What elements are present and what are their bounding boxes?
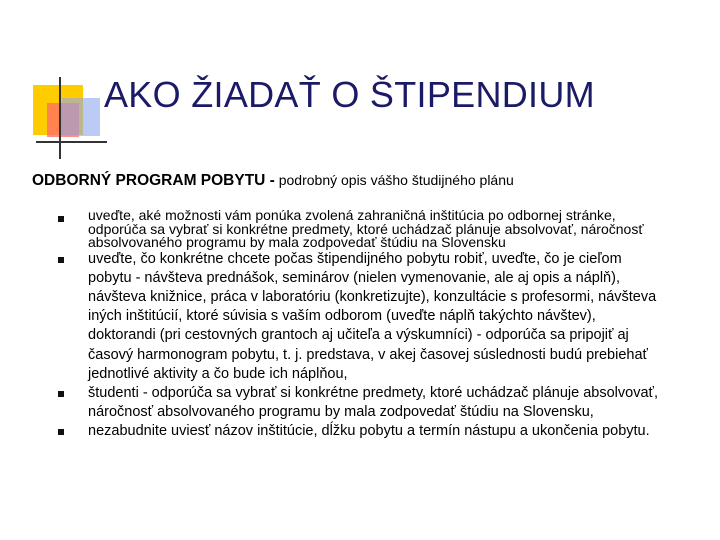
- bullet-icon: [58, 216, 64, 222]
- bullet-list: [88, 209, 660, 442]
- section-heading: [32, 172, 514, 190]
- decor-blue-square: [62, 98, 100, 136]
- decor-vertical-line: [59, 77, 61, 159]
- list-item-text: nezabudnite uviesť názov inštitúcie, dĺžku pobytu a termín nástupu a ukončenia pobytu.: [88, 423, 650, 440]
- list-item: [88, 422, 660, 441]
- bullet-icon: [58, 429, 64, 435]
- list-item: [88, 250, 660, 384]
- section-heading-rest: podrobný opis vášho študijného plánu: [274, 172, 514, 188]
- list-item-text: uveďte, aké možnosti vám ponúka zvolená zahraničná inštitúcia po odbornej stránke, odporúča sa vybrať si konkrétne predmety, ktoré uchádzač plánuje absolvovať, náročnosť absolvovaného programu by mala zodpovedať štúdiu na Slovensku: [88, 207, 644, 250]
- decor-horizontal-line: [36, 141, 107, 143]
- bullet-icon: [58, 257, 64, 263]
- list-item-text: uveďte, čo konkrétne chcete počas štipendijného pobytu robiť, uveďte, čo je cieľom pobytu - návšteva prednášok, seminárov (nielen vymenovanie, ale aj opis a náplň), návšteva knižnice, práca v laboratóriu (konkretizujte), konzultácie s profesormi, návšteva iných inštitúcií, ktoré súvisia s vaším odborom (uveďte náplň takýchto návštev), doktorandi (pri cestovných grantoch aj učiteľa a výskumníci) - odporúča sa pripojiť aj časový harmonogram pobytu, t. j. predstava, v akej časovej súslednosti budú prebiehať jednotlivé aktivity a čo bude ich náplňou,: [88, 250, 657, 382]
- section-heading-bold: ODBORNÝ PROGRAM POBYTU -: [32, 172, 275, 189]
- list-item-text: študenti - odporúča sa vybrať si konkrétne predmety, ktoré uchádzač plánuje absolvovať, náročnosť absolvovaného programu by mala zodpovedať štúdiu na Slovensku,: [88, 384, 658, 421]
- list-item: [88, 209, 660, 250]
- list-item: [88, 384, 660, 422]
- slide-title: AKO ŽIADAŤ O ŠTIPENDIUM: [104, 74, 595, 115]
- bullet-icon: [58, 391, 64, 397]
